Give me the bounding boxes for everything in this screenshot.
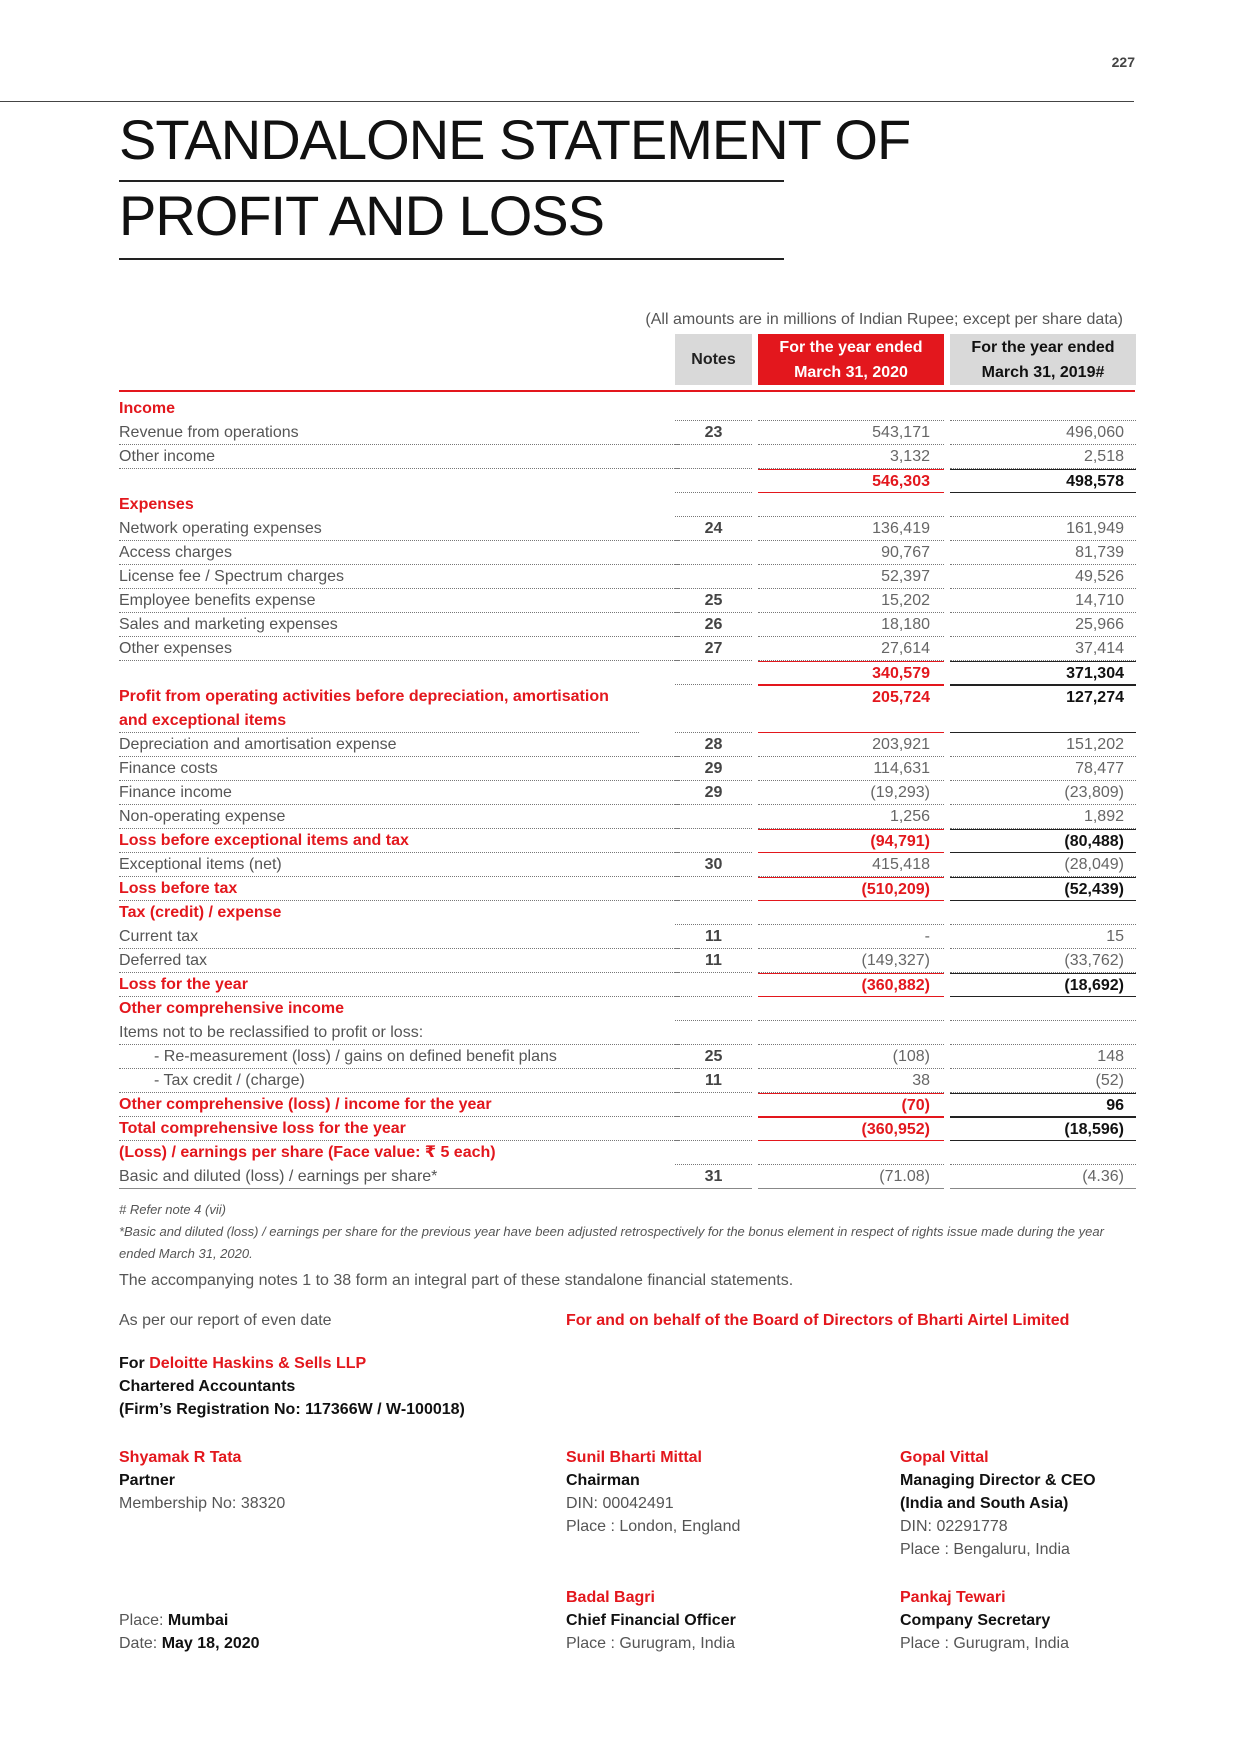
row-value-2019: 96 (950, 1093, 1136, 1117)
signatory-role: Partner (119, 1472, 176, 1489)
row-value-2020: (70) (758, 1093, 944, 1117)
row-value-2020: 38 (758, 1069, 944, 1093)
row-label: Loss for the year (119, 973, 679, 997)
row-note (675, 445, 752, 469)
row-value-2019 (950, 1021, 1136, 1045)
place-label: Place: (119, 1612, 164, 1629)
board-statement: For and on behalf of the Board of Directors of Bharti Airtel Limited (566, 1312, 1070, 1329)
signatory-place: Place : Gurugram, India (900, 1635, 1069, 1652)
signatory-vittal (900, 1446, 1096, 1561)
row-value-2019: 498,578 (950, 469, 1136, 493)
header-2020-line2: March 31, 2020 (794, 363, 908, 381)
auditor-firm: Deloitte Haskins & Sells LLP (149, 1355, 367, 1372)
row-value-2020: 340,579 (758, 661, 944, 685)
statement-row (119, 1165, 1135, 1189)
row-value-2020: (510,209) (758, 877, 944, 901)
statement-row (119, 1045, 1135, 1069)
row-label: Deferred tax (119, 949, 679, 973)
place-date-block (119, 1609, 260, 1655)
row-value-2019: (33,762) (950, 949, 1136, 973)
row-note: 25 (675, 589, 752, 613)
row-note (675, 1141, 752, 1165)
row-label: Expenses (119, 496, 194, 513)
accompanying-notes-text: The accompanying notes 1 to 38 form an integral part of these standalone financial statements. (119, 1272, 794, 1289)
row-label: Non-operating expense (119, 805, 679, 829)
row-value-2019: (52) (950, 1069, 1136, 1093)
row-label: - Re-measurement (loss) / gains on defined benefit plans (119, 1045, 679, 1069)
auditor-registration: (Firm’s Registration No: 117366W / W-100018) (119, 1401, 465, 1418)
page-title-line2: PROFIT AND LOSS (119, 184, 604, 247)
row-value-2020: 114,631 (758, 757, 944, 781)
row-note (675, 877, 752, 901)
row-value-2019: (28,049) (950, 853, 1136, 877)
statement-row (119, 469, 1135, 493)
signatory-din: DIN: 00042491 (566, 1495, 674, 1512)
row-value-2020: 543,171 (758, 421, 944, 445)
row-value-2019: 148 (950, 1045, 1136, 1069)
row-value-2020: 546,303 (758, 469, 944, 493)
row-value-2019 (950, 1141, 1136, 1165)
statement-row (119, 661, 1135, 685)
row-value-2019: 15 (950, 925, 1136, 949)
row-note (675, 805, 752, 829)
row-label: Depreciation and amortisation expense (119, 733, 679, 757)
row-note (675, 1021, 752, 1045)
row-note (675, 901, 752, 925)
row-note: 29 (675, 781, 752, 805)
row-value-2019 (950, 493, 1136, 517)
row-label (119, 661, 679, 685)
row-label: Current tax (119, 925, 679, 949)
row-value-2019: 25,966 (950, 613, 1136, 637)
row-note: 28 (675, 733, 752, 757)
row-note: 11 (675, 925, 752, 949)
row-value-2020: (360,882) (758, 973, 944, 997)
row-note (675, 1117, 752, 1141)
signatory-name: Badal Bagri (566, 1589, 655, 1606)
row-note (675, 541, 752, 565)
header-2020-line1: For the year ended (779, 338, 923, 356)
row-note (675, 661, 752, 685)
signatory-detail: Membership No: 38320 (119, 1495, 286, 1512)
statement-row (119, 1021, 1135, 1045)
footnote-eps: *Basic and diluted (loss) / earnings per share for the previous year have been adjusted retrospectively for the bonus element in respect of rights issue made during the year ended March 31, 2020. (119, 1224, 1104, 1261)
column-header-2019 (950, 334, 1136, 385)
row-value-2019: 371,304 (950, 661, 1136, 685)
row-value-2020: 415,418 (758, 853, 944, 877)
row-label: Other comprehensive income (119, 1000, 344, 1017)
row-value-2020: - (758, 925, 944, 949)
statement-row (119, 901, 1135, 925)
row-value-2020: (360,952) (758, 1117, 944, 1141)
statement-row (119, 757, 1135, 781)
row-value-2020: 18,180 (758, 613, 944, 637)
statement-row (119, 565, 1135, 589)
page-number: 227 (1111, 54, 1135, 70)
signatory-din: DIN: 02291778 (900, 1518, 1008, 1535)
row-label: License fee / Spectrum charges (119, 565, 679, 589)
row-value-2020 (758, 901, 944, 925)
statement-row (119, 805, 1135, 829)
row-value-2019: 161,949 (950, 517, 1136, 541)
signatory-role: Chairman (566, 1472, 640, 1489)
footnote-refer: # Refer note 4 (vii) (119, 1202, 226, 1217)
row-note: 11 (675, 1069, 752, 1093)
row-note: 24 (675, 517, 752, 541)
statement-row (119, 925, 1135, 949)
place-value: Mumbai (167, 1612, 229, 1629)
row-value-2019: 14,710 (950, 589, 1136, 613)
row-value-2019: 78,477 (950, 757, 1136, 781)
row-note (675, 397, 752, 421)
statement-row (119, 1069, 1135, 1093)
signatory-role: Company Secretary (900, 1612, 1051, 1629)
statement-row (119, 421, 1135, 445)
statement-row (119, 637, 1135, 661)
row-label: Loss before tax (119, 877, 679, 901)
signatory-mittal (566, 1446, 740, 1538)
row-value-2020: 15,202 (758, 589, 944, 613)
statement-row (119, 1141, 1135, 1165)
row-value-2020: (19,293) (758, 781, 944, 805)
statement-row (119, 853, 1135, 877)
row-value-2020 (758, 493, 944, 517)
signatory-tewari (900, 1586, 1069, 1655)
row-note (675, 997, 752, 1021)
row-value-2020: 136,419 (758, 517, 944, 541)
auditor-type: Chartered Accountants (119, 1378, 296, 1395)
row-label: Exceptional items (net) (119, 853, 679, 877)
row-note (675, 973, 752, 997)
row-value-2019: 37,414 (950, 637, 1136, 661)
statement-row (119, 877, 1135, 901)
amounts-note: (All amounts are in millions of Indian Rupee; except per share data) (645, 311, 1123, 328)
row-note: 27 (675, 637, 752, 661)
header-2019-line1: For the year ended (971, 338, 1115, 356)
row-value-2019: 151,202 (950, 733, 1136, 757)
row-value-2019: 81,739 (950, 541, 1136, 565)
row-note (675, 493, 752, 517)
row-label: Employee benefits expense (119, 589, 679, 613)
statement-row (119, 517, 1135, 541)
row-value-2020: 3,132 (758, 445, 944, 469)
statement-row (119, 589, 1135, 613)
signatory-name: Pankaj Tewari (900, 1589, 1006, 1606)
row-value-2019: 127,274 (950, 685, 1136, 733)
row-value-2020 (758, 1021, 944, 1045)
row-note: 11 (675, 949, 752, 973)
row-note (675, 1093, 752, 1117)
row-value-2019: 49,526 (950, 565, 1136, 589)
statement-row (119, 997, 1135, 1021)
signatory-bagri (566, 1586, 736, 1655)
statement-row (119, 445, 1135, 469)
row-value-2020 (758, 397, 944, 421)
signatory-role: Chief Financial Officer (566, 1612, 736, 1629)
row-value-2019 (950, 397, 1136, 421)
row-label: Other comprehensive (loss) / income for the year (119, 1093, 679, 1117)
row-value-2019: 496,060 (950, 421, 1136, 445)
date-value: May 18, 2020 (161, 1635, 260, 1652)
statement-row (119, 781, 1135, 805)
row-label: Items not to be reclassified to profit or loss: (119, 1021, 679, 1045)
statement-row (119, 541, 1135, 565)
row-value-2020: (94,791) (758, 829, 944, 853)
row-value-2020: 205,724 (758, 685, 944, 733)
row-note: 29 (675, 757, 752, 781)
row-label: Total comprehensive loss for the year (119, 1117, 679, 1141)
title-underline-2 (119, 258, 784, 260)
row-label: Sales and marketing expenses (119, 613, 679, 637)
statement-row (119, 733, 1135, 757)
row-label: Access charges (119, 541, 679, 565)
row-label: Basic and diluted (loss) / earnings per share* (119, 1165, 679, 1189)
row-value-2019: 1,892 (950, 805, 1136, 829)
signatory-role: Managing Director & CEO (900, 1472, 1096, 1489)
row-note: 25 (675, 1045, 752, 1069)
row-value-2019: (80,488) (950, 829, 1136, 853)
row-value-2019 (950, 997, 1136, 1021)
row-note: 31 (675, 1165, 752, 1189)
signatory-name: Gopal Vittal (900, 1449, 989, 1466)
column-header-2020 (758, 334, 944, 385)
row-value-2020: 1,256 (758, 805, 944, 829)
row-label: Finance costs (119, 757, 679, 781)
statement-row (119, 1117, 1135, 1141)
row-label: Loss before exceptional items and tax (119, 829, 679, 853)
row-label: - Tax credit / (charge) (119, 1069, 679, 1093)
row-value-2019: (18,596) (950, 1117, 1136, 1141)
title-underline-1 (119, 180, 784, 182)
row-value-2020: 27,614 (758, 637, 944, 661)
statement-row (119, 829, 1135, 853)
statement-row (119, 685, 1135, 733)
auditor-block (119, 1352, 465, 1421)
notes-header-label: Notes (691, 351, 736, 368)
row-label: Profit from operating activities before depreciation, amortisation and exceptional items (119, 685, 639, 733)
report-reference: As per our report of even date (119, 1312, 332, 1329)
row-value-2019 (950, 901, 1136, 925)
row-label: Income (119, 400, 176, 417)
row-note (675, 685, 752, 733)
row-label: Other expenses (119, 637, 679, 661)
row-value-2019: (4.36) (950, 1165, 1136, 1189)
row-note (675, 829, 752, 853)
row-value-2019: (18,692) (950, 973, 1136, 997)
statement-row (119, 397, 1135, 421)
row-value-2020: 52,397 (758, 565, 944, 589)
signatory-name: Sunil Bharti Mittal (566, 1449, 702, 1466)
date-label: Date: (119, 1635, 158, 1652)
row-note (675, 469, 752, 493)
column-header-notes (675, 334, 752, 385)
row-value-2019: 2,518 (950, 445, 1136, 469)
row-value-2020: (149,327) (758, 949, 944, 973)
statement-row (119, 1093, 1135, 1117)
row-label: Revenue from operations (119, 421, 679, 445)
signatory-place: Place : Gurugram, India (566, 1635, 735, 1652)
statement-row (119, 613, 1135, 637)
row-note: 30 (675, 853, 752, 877)
signatory-name: Shyamak R Tata (119, 1449, 242, 1466)
row-label (119, 469, 679, 493)
signatory-place: Place : London, England (566, 1518, 741, 1535)
row-label: Tax (credit) / expense (119, 904, 282, 921)
statement-row (119, 949, 1135, 973)
statement-row (119, 973, 1135, 997)
row-value-2020: (71.08) (758, 1165, 944, 1189)
header-2019-line2: March 31, 2019# (981, 363, 1105, 381)
row-label: (Loss) / earnings per share (Face value: ₹ 5 each) (119, 1144, 496, 1161)
row-value-2020: 203,921 (758, 733, 944, 757)
row-value-2020 (758, 997, 944, 1021)
row-label: Finance income (119, 781, 679, 805)
signatory-role-region: (India and South Asia) (900, 1495, 1069, 1512)
signatory-tata (119, 1446, 285, 1515)
row-note (675, 565, 752, 589)
auditor-for: For (119, 1355, 145, 1372)
row-value-2019: (23,809) (950, 781, 1136, 805)
row-label: Other income (119, 445, 679, 469)
header-rule (0, 101, 1134, 102)
row-note: 23 (675, 421, 752, 445)
row-value-2019: (52,439) (950, 877, 1136, 901)
statement-row (119, 493, 1135, 517)
statement-table (119, 397, 1135, 1189)
page-title-line1: STANDALONE STATEMENT OF (119, 108, 911, 171)
row-note: 26 (675, 613, 752, 637)
row-label: Network operating expenses (119, 517, 679, 541)
row-value-2020: (108) (758, 1045, 944, 1069)
row-value-2020: 90,767 (758, 541, 944, 565)
signatory-place: Place : Bengaluru, India (900, 1541, 1070, 1558)
table-header-rule (119, 390, 1135, 392)
row-value-2020 (758, 1141, 944, 1165)
